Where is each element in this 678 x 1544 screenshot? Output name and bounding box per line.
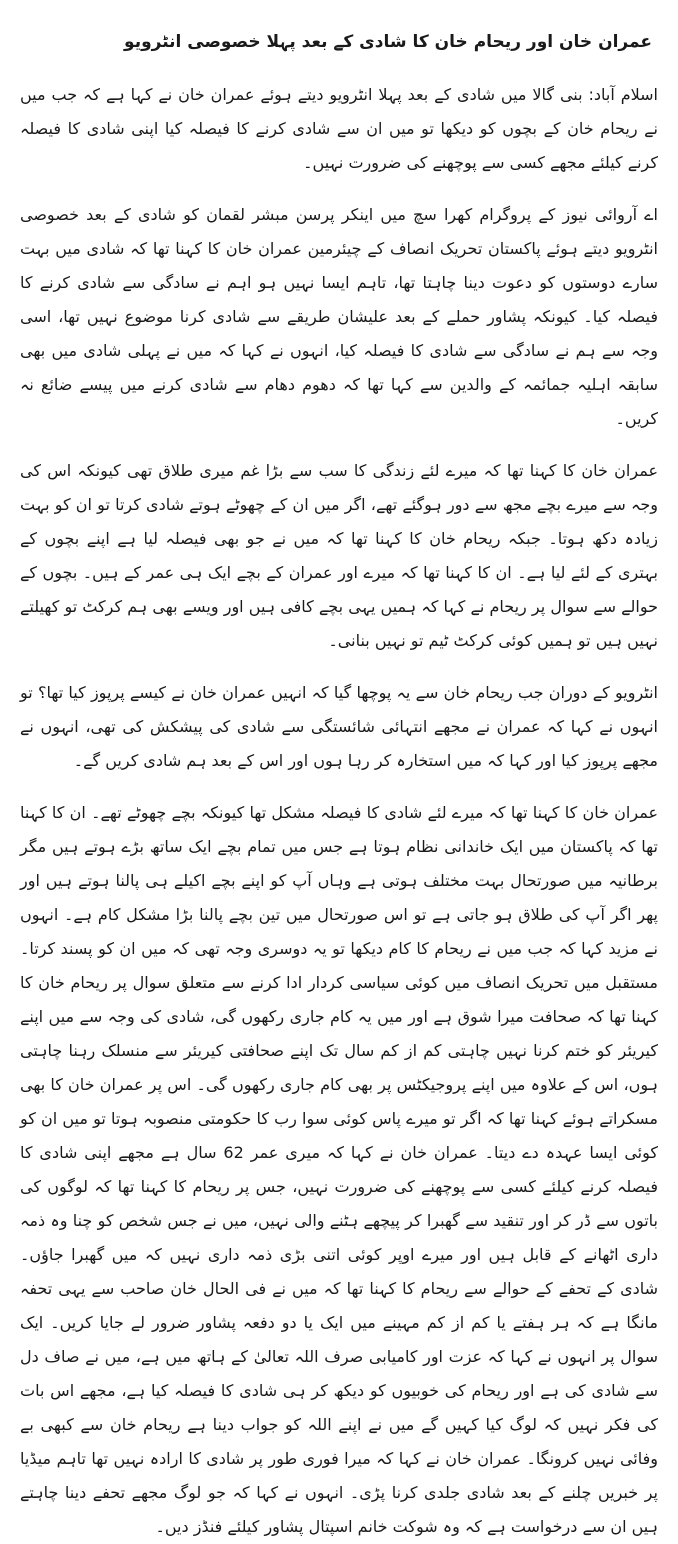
article-paragraph-1: اسلام آباد: بنی گالا میں شادی کے بعد پہلا انٹرویو دیتے ہوئے عمران خان نے کہا ہے کہ جب میں نے ریحام خان کے بچوں کو دیکھا تو میں ان سے شادی کرنے کا فیصلہ کیا اپنی شادی کا فیصلہ کرنے کیلئے مجھے کسی سے پوچھنے کی ضرورت نہیں۔: [20, 85, 658, 172]
article-paragraph-2: اے آروائی نیوز کے پروگرام کھرا سچ میں اینکر پرسن مبشر لقمان کو شادی کے بعد خصوصی انٹرویو دیتے ہوئے پاکستان تحریک انصاف کے چیئرمین عمران خان کا کہنا تھا کہ شادی میں بہت سارے دوستوں کو دعوت دینا چاہتا تھا، تاہم ایسا نہیں ہو اہم نے سادگی سے شادی کرنے کا فیصلہ کیا۔ کیونکہ پشاور حملے کے بعد علیشان طریقے سے شادی کرنا موضوع نہیں تھا، اسی وجہ سے ہم نے سادگی سے شادی کا فیصلہ کیا، انہوں نے کہا کہ میں نے پہلی شادی میں بھی سابقہ اہلیہ جمائمہ کے والدین سے کہا تھا کہ دھوم دھام سے شادی کرنے میں پیسے ضائع نہ کریں۔: [20, 205, 658, 428]
article-paragraph-5: عمران خان کا کہنا تھا کہ میرے لئے شادی کا فیصلہ مشکل تھا کیونکہ بچے چھوٹے تھے۔ ان کا کہنا تھا کہ پاکستان میں ایک خاندانی نظام ہوتا ہے جس میں تمام بچے ایک ساتھ بڑے ہوتے ہیں مگر برطانیہ میں صورتحال بہت مختلف ہوتی ہے وہاں آپ کو اپنے بچے اکیلے ہی پالنا ہوتے ہیں اور پھر اگر آپ کی طلاق ہو جاتی ہے تو اس صورتحال میں تین بچے پالنا بڑا مشکل کام ہے۔ انہوں نے مزید کہا کہ جب میں نے ریحام کا کام دیکھا تو یہ دوسری وجہ تھی کہ میں ان کو پسند کرتا۔ مستقبل میں تحریک انصاف میں کوئی سیاسی کردار ادا کرنے سے متعلق سوال پر ریحام خان کا کہنا تھا کہ صحافت میرا شوق ہے اور میں یہ کام جاری رکھوں گی، شادی کی وجہ سے میں اپنے کیریئر کو ختم کرنا نہیں چاہتی کم از کم سال تک اپنے صحافتی کیریئر سے منسلک رہنا چاہتی ہوں، اس کے علاوہ میں اپنے پروجیکٹس پر بھی کام جاری رکھوں گی۔ اس پر عمران خان کا بھی مسکراتے ہوئے کہنا تھا کہ اگر تو میرے پاس کوئی سوا رب کا حکومتی منصوبہ ہوتا تو میں ان کو کوئی ایسا عہدہ دے دیتا۔ عمران خان نے کہا کہ میری عمر 62 سال ہے مجھے اپنی شادی کا فیصلہ کرنے کیلئے کسی سے پوچھنے کی ضرورت نہیں، جس پر ریحام کا کہنا تھا کہ لوگوں کی باتوں سے ڈر کر اور تنقید سے گھبرا کر پیچھے ہٹنے والی نہیں، میں نے جس شخص کو چنا وہ ذمہ داری اٹھانے کے قابل ہیں اور میرے اوپر کوئی اتنی بڑی ذمہ داری نہیں کہ میں گھبرا جاؤں۔ شادی کے تحفے کے حوالے سے ریحام کا کہنا تھا کہ میں نے فی الحال خان صاحب سے یہی تحفہ مانگا ہے کہ ہر ہفتے یا کم از کم مہینے میں ایک یا دو دفعہ پشاور ضرور لے جایا کریں۔ ایک سوال پر انہوں نے کہا کہ عزت اور کامیابی صرف اللہ تعالیٰ کے ہاتھ میں ہے، میں نے صاف دل سے شادی کی ہے اور ریحام کی خوبیوں کو دیکھ کر ہی شادی کا فیصلہ کیا ہے، مجھے اس بات کی فکر نہیں کہ لوگ کیا کہیں گے میں نے اپنے اللہ کو جواب دینا ہے ریحام خان سے کبھی بے وفائی نہیں کرونگا۔ عمران خان نے کہا کہ میرا فوری طور پر شادی کا ارادہ نہیں تھا تاہم میڈیا پر خبریں چلنے کے بعد شادی جلدی کرنا پڑی۔ انہوں نے کہا کہ جو لوگ مجھے تحفے دینا چاہتے ہیں ان سے درخواست ہے کہ وہ شوکت خانم اسپتال پشاور کیلئے فنڈز دیں۔: [20, 803, 659, 1536]
article-headline: عمران خان اور ریحام خان کا شادی کے بعد پہلا خصوصی انٹرویو: [124, 32, 652, 52]
article-paragraph-3: عمران خان کا کہنا تھا کہ میرے لئے زندگی کا سب سے بڑا غم میری طلاق تھی کیونکہ اس کی وجہ سے میرے بچے مجھ سے دور ہوگئے تھے، اگر میں ان کے چھوٹے ہوتے شادی کرتا تو ان کو بہت زیادہ دکھ ہوتا۔ جبکہ ریحام خان کا کہنا تھا کہ میں نے جو بھی فیصلہ لیا ہے اپنے بچوں کے بہتری کے لئے لیا ہے۔ ان کا کہنا تھا کہ میرے اور عمران کے بچے ایک ہی عمر کے ہیں۔ بچوں کے حوالے سے سوال پر ریحام نے کہا کہ ہمیں یہی بچے کافی ہیں اور ویسے بھی ہم کرکٹ تو کھیلتے نہیں ہیں تو ہمیں کوئی کرکٹ ٹیم تو نہیں بنانی۔: [20, 461, 658, 650]
article-paragraph-4: انٹرویو کے دوران جب ریحام خان سے یہ پوچھا گیا کہ انہیں عمران خان نے کیسے پرپوز کیا تھا؟ تو انہوں نے کہا کہ عمران نے مجھے انتہائی شائستگی سے شادی کی پیشکش کی تھی، انہوں نے مجھے پرپوز کیا اور کہا کہ میں استخارہ کر رہا ہوں اور اس کے بعد ہم شادی کریں گے۔: [20, 683, 658, 770]
